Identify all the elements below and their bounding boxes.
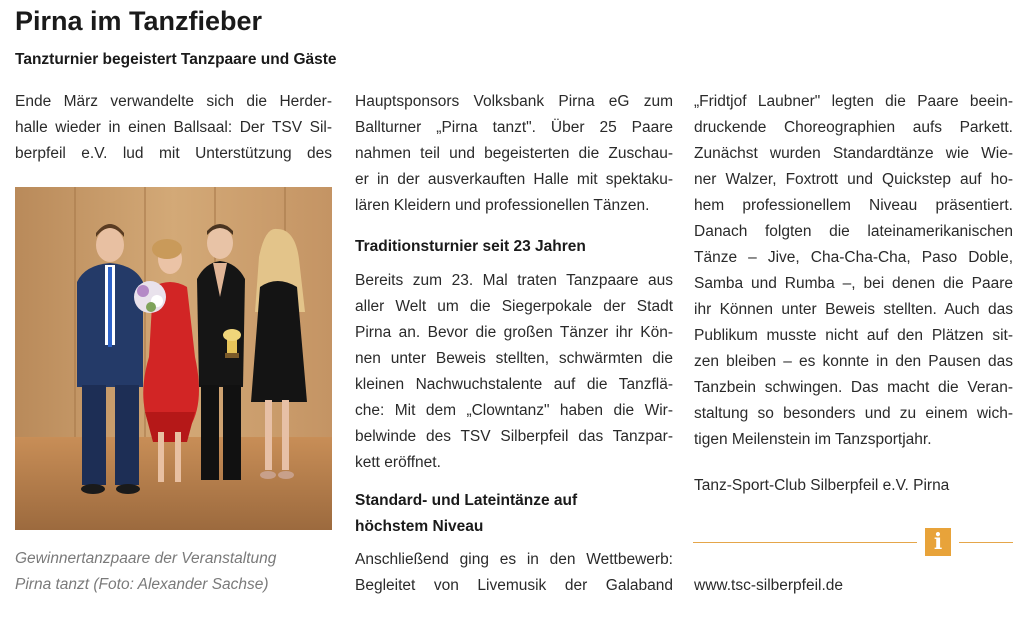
dancers-photo-illustration [15, 187, 332, 530]
body-line: kett eröffnet. [355, 454, 441, 471]
body-line: kleinen Nachwuchstalente auf die Tanzflä- [355, 376, 673, 393]
body-line: Tanzbein schwingen. Das macht die Veran- [694, 379, 1013, 396]
body-line: Ballturner „Pirna tanzt". Über 25 Paare [355, 119, 673, 136]
body-line: zen bleiben – es konnte in den Pausen das [694, 353, 1013, 370]
body-line: Begleitet von Livemusik der Galaband [355, 577, 673, 594]
info-divider [693, 528, 1013, 556]
body-line: „Fridtjof Laubner" legten die Paare beein- [694, 93, 1013, 110]
article-subtitle: Tanzturnier begeistert Tanzpaare und Gäste [15, 51, 337, 68]
body-line: Tänze – Jive, Cha-Cha-Cha, Paso Doble, [694, 249, 1013, 266]
body-line: nahmen teil und begeisterten die Zuschau- [355, 145, 673, 162]
divider-rule-right [959, 542, 1013, 543]
section-heading: Traditionsturnier seit 23 Jahren [355, 238, 586, 255]
body-line: tigen Meilenstein im Tanzsportjahr. [694, 431, 932, 448]
divider-rule-left [693, 542, 917, 543]
body-line: druckende Choreographien aufs Parkett. [694, 119, 1013, 136]
body-line: hem professionellem Niveau präsentiert. [694, 197, 1013, 214]
body-line: che: Mit dem „Clowntanz" haben die Wir- [355, 402, 673, 419]
body-line: Danach folgten die lateinamerikanischen [694, 223, 1013, 240]
body-line: Publikum musste nicht auf den Plätzen sit- [694, 327, 1013, 344]
body-line: Samba und Rumba –, bei denen die Paare [694, 275, 1013, 292]
photo-caption-line: Gewinnertanzpaare der Veranstaltung [15, 550, 277, 567]
body-line: Zunächst wurden Standardtänze wie Wie- [694, 145, 1013, 162]
body-line: ner Walzer, Foxtrott und Quickstep auf ho- [694, 171, 1013, 188]
info-icon: i [925, 528, 951, 556]
author-line: Tanz-Sport-Club Silberpfeil e.V. Pirna [694, 477, 950, 494]
body-line: berpfeil e.V. lud mit Unterstützung des [15, 145, 332, 162]
body-line: aller Welt um die Siegerpokale der Stadt [355, 298, 673, 315]
body-line: staltung so besonders und zu einem wich- [694, 405, 1013, 422]
section-heading: Standard- und Lateintänze auf [355, 492, 578, 509]
body-line: er in der ausverkauften Halle mit spektaku- [355, 171, 673, 188]
body-line: Ende März verwandelte sich die Herder- [15, 93, 332, 110]
section-heading: höchstem Niveau [355, 518, 484, 535]
body-line: Anschließend ging es in den Wettbewerb: [355, 551, 673, 568]
body-line: lären Kleidern und professionellen Tänzen. [355, 197, 650, 214]
body-line: nen unter Beweis stellten, schwärmten die [355, 350, 673, 367]
body-line: Pirna an. Bevor die großen Tänzer ihr Kön- [355, 324, 673, 341]
body-line: Bereits zum 23. Mal traten Tanzpaare aus [355, 272, 673, 289]
article-photo [15, 187, 332, 530]
body-line: halle wieder in einen Ballsaal: Der TSV Sil- [15, 119, 332, 136]
article-title: Pirna im Tanzfieber [15, 6, 263, 36]
body-line: ihr Können unter Beweis stellten. Auch das [694, 301, 1013, 318]
body-line: belwinde des TSV Silberpfeil das Tanzpar- [355, 428, 673, 445]
website-link[interactable]: www.tsc-silberpfeil.de [694, 577, 844, 594]
body-line: Hauptsponsors Volksbank Pirna eG zum [355, 93, 673, 110]
photo-caption-line: Pirna tanzt (Foto: Alexander Sachse) [15, 576, 269, 593]
